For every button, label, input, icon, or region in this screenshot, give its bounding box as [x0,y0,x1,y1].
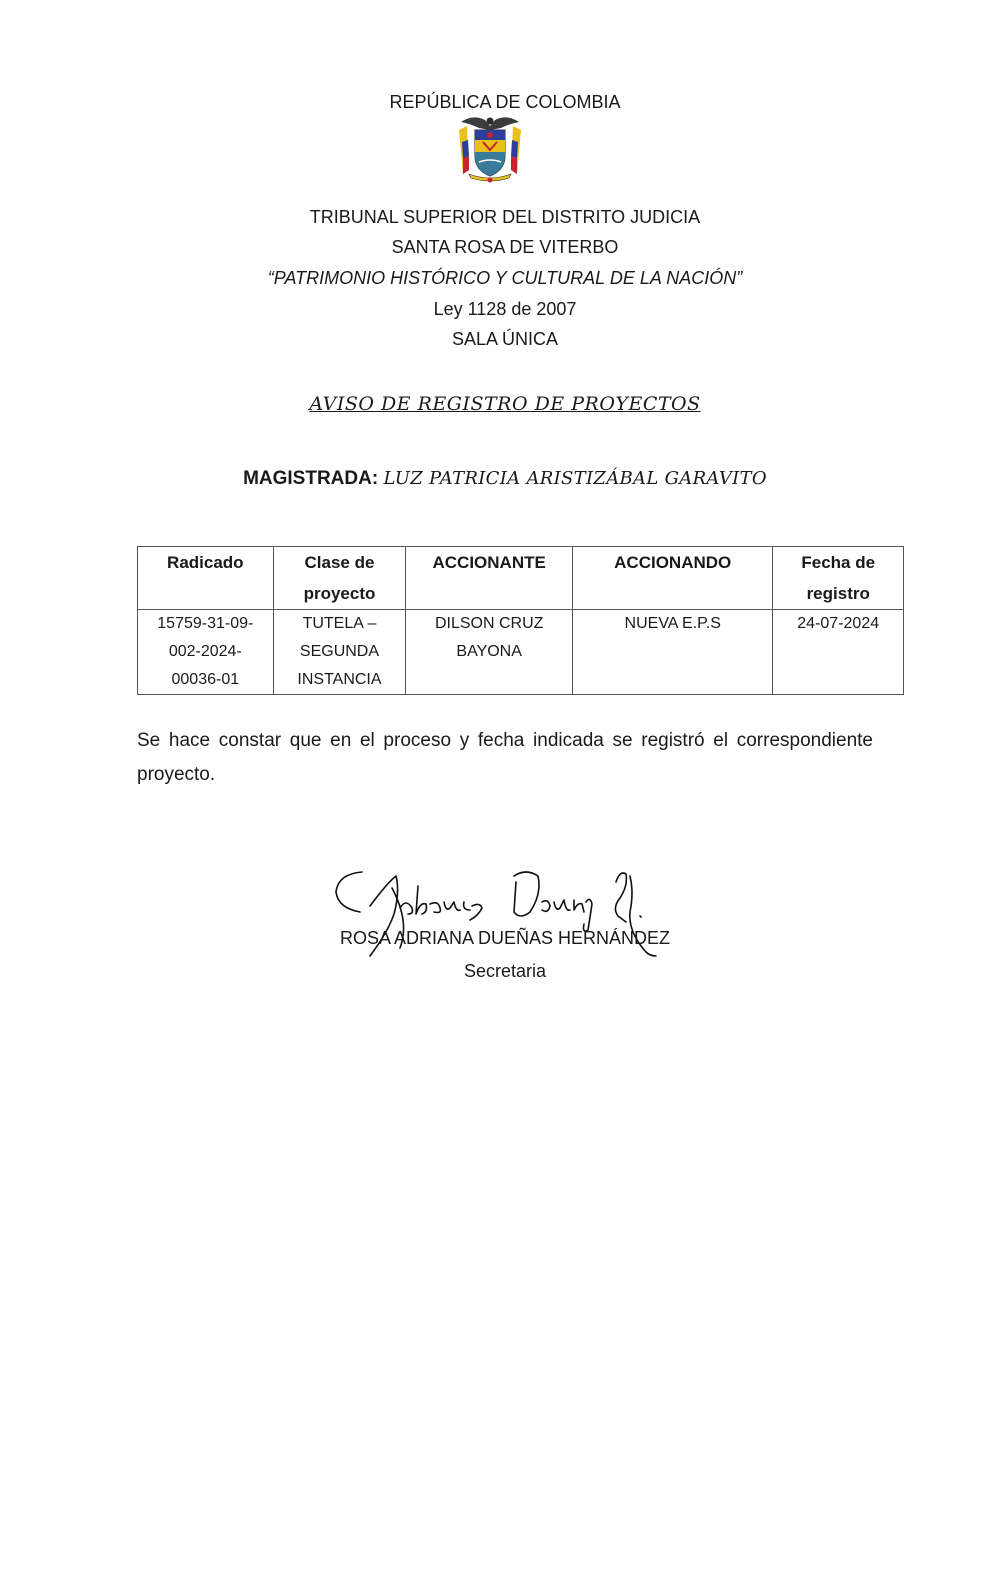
header-accionante-line-1: ACCIONANTE [432,553,546,572]
cell-radicado [138,610,274,695]
statement-paragraph: Se hace constar que en el proceso y fecha indicada se registró el correspondiente proyecto. [137,730,873,785]
registry-table [137,546,904,695]
header-clase-line-1: Clase de [304,553,375,572]
cell-radicado-line-2: 002-2024- [168,643,242,660]
table-row [138,610,904,695]
notice-title: AVISO DE REGISTRO DE PROYECTOS [309,393,701,415]
header-fecha-line-2: registro [806,584,870,603]
law-heading: Ley 1128 de 2007 [433,299,577,319]
cell-fecha [773,610,904,695]
cell-radicado-line-1: 15759-31-09- [157,615,254,632]
header-fecha [773,547,904,610]
header-radicado-line-1: Radicado [167,553,244,572]
table-header-row [138,547,904,610]
chamber-heading: SALA ÚNICA [451,329,559,349]
header-clase [273,547,406,610]
cell-accionante-line-2: BAYONA [456,643,522,660]
cell-clase-line-1: TUTELA – [302,615,377,632]
cell-accionando-line-1: NUEVA E.P.S [624,615,721,632]
city-heading: SANTA ROSA DE VITERBO [391,237,619,257]
magistrate-name: LUZ PATRICIA ARISTIZÁBAL GARAVITO [383,468,767,489]
header-accionante [406,547,573,610]
magistrate-label: MAGISTRADA: [243,468,379,489]
cell-accionando [573,610,773,695]
cell-radicado-line-3: 00036-01 [171,671,240,688]
header-clase-line-2: proyecto [303,584,376,603]
cell-clase-line-2: SEGUNDA [299,643,380,660]
coat-of-arms-icon [455,112,525,184]
cell-fecha-line-1: 24-07-2024 [797,615,880,632]
motto-heading: “PATRIMONIO HISTÓRICO Y CULTURAL DE LA NACIÓN” [267,268,743,288]
header-radicado [138,547,274,610]
cell-accionante [406,610,573,695]
country-heading: REPÚBLICA DE COLOMBIA [389,92,621,112]
cell-clase-line-3: INSTANCIA [297,671,382,688]
court-heading: TRIBUNAL SUPERIOR DEL DISTRITO JUDICIA [309,207,701,227]
header-accionando-line-1: ACCIONANDO [614,553,732,572]
header-fecha-line-1: Fecha de [801,553,876,572]
magistrate-line [0,468,1000,490]
cell-accionante-line-1: DILSON CRUZ [434,615,544,632]
signer-name: ROSA ADRIANA DUEÑAS HERNÁNDEZ [339,928,671,948]
header-accionando [573,547,773,610]
cell-clase [273,610,406,695]
signer-role: Secretaria [463,961,547,981]
